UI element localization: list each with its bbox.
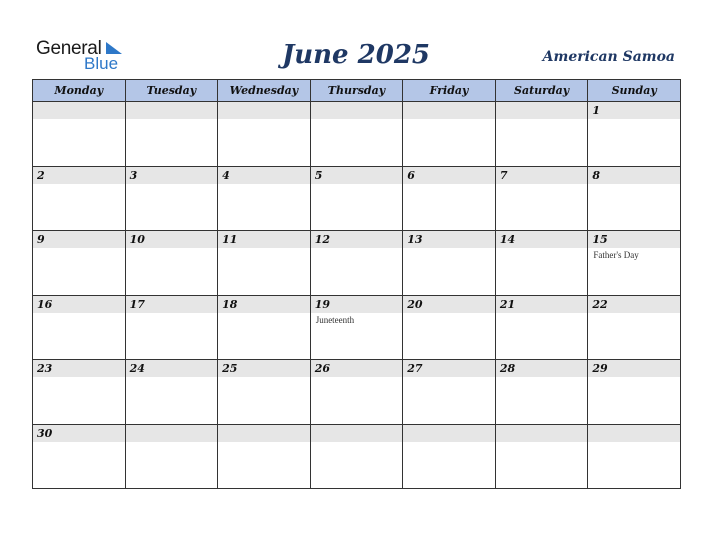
day-cell xyxy=(33,166,126,231)
day-number-band xyxy=(311,167,403,184)
day-number-band xyxy=(588,360,680,377)
day-number-band xyxy=(33,231,125,248)
day-number-band xyxy=(588,167,680,184)
week-row xyxy=(33,295,681,360)
day-number-band xyxy=(403,360,495,377)
day-number-band xyxy=(403,296,495,313)
day-number: 30 xyxy=(37,426,53,440)
day-number-band xyxy=(126,167,218,184)
day-number-band xyxy=(496,102,588,119)
day-number-band xyxy=(218,425,310,442)
day-cell xyxy=(310,424,403,489)
region-name: American Samoa xyxy=(542,49,675,65)
day-number-band xyxy=(126,296,218,313)
day-number: 15 xyxy=(592,233,608,246)
day-number-band xyxy=(218,167,310,184)
day-cell xyxy=(218,295,311,360)
day-cell xyxy=(310,295,403,360)
day-number: 12 xyxy=(314,233,330,246)
weekday-header: Monday xyxy=(33,80,126,102)
day-number: 10 xyxy=(129,233,145,246)
day-cell xyxy=(125,360,218,425)
day-number: 27 xyxy=(407,362,423,375)
day-number-band xyxy=(33,102,125,119)
holiday-label: Father's Day xyxy=(593,250,639,260)
day-cell xyxy=(125,424,218,489)
day-cell xyxy=(125,166,218,231)
day-number-band xyxy=(33,360,125,377)
day-number-band xyxy=(588,296,680,313)
day-number-band xyxy=(403,425,495,442)
day-cell xyxy=(588,424,681,489)
weekday-header: Saturday xyxy=(495,80,588,102)
day-number: 25 xyxy=(222,362,238,375)
day-cell xyxy=(125,295,218,360)
day-number-band xyxy=(126,425,218,442)
day-cell xyxy=(33,424,126,489)
day-number: 24 xyxy=(129,362,145,375)
day-cell xyxy=(310,166,403,231)
day-cell xyxy=(495,102,588,167)
day-number-band xyxy=(588,231,680,248)
day-number: 17 xyxy=(129,297,145,311)
week-row xyxy=(33,102,681,167)
day-number: 26 xyxy=(314,362,330,375)
day-number: 5 xyxy=(314,168,323,182)
day-cell xyxy=(33,231,126,296)
day-cell xyxy=(403,166,496,231)
day-number-band xyxy=(496,425,588,442)
day-number-band xyxy=(311,425,403,442)
day-cell xyxy=(125,102,218,167)
day-number-band xyxy=(33,167,125,184)
day-number-band xyxy=(33,296,125,313)
day-cell xyxy=(33,295,126,360)
day-number: 13 xyxy=(407,233,423,246)
week-row xyxy=(33,231,681,296)
day-cell xyxy=(403,231,496,296)
day-number: 6 xyxy=(407,168,415,182)
logo-blue-text: Blue xyxy=(84,54,119,73)
day-number-band xyxy=(496,360,588,377)
day-cell xyxy=(218,102,311,167)
day-number: 14 xyxy=(499,233,516,246)
day-number: 19 xyxy=(314,297,330,311)
day-cell xyxy=(33,102,126,167)
day-number: 11 xyxy=(222,233,238,246)
day-cell xyxy=(403,424,496,489)
day-number: 23 xyxy=(37,362,53,375)
day-cell xyxy=(403,102,496,167)
day-number-band xyxy=(218,360,310,377)
day-cell xyxy=(218,424,311,489)
weekday-header-row xyxy=(33,80,681,102)
day-cell xyxy=(495,231,588,296)
weekday-header: Tuesday xyxy=(125,80,218,102)
weekday-header: Friday xyxy=(403,80,496,102)
calendar-grid xyxy=(32,79,681,489)
day-number: 29 xyxy=(592,362,608,375)
day-number-band xyxy=(588,425,680,442)
day-number-band xyxy=(588,102,680,119)
day-number: 2 xyxy=(37,168,45,182)
day-number: 22 xyxy=(592,297,608,311)
day-number-band xyxy=(403,102,495,119)
day-number: 3 xyxy=(129,168,138,182)
calendar-body xyxy=(33,102,681,489)
day-cell xyxy=(495,424,588,489)
day-cell xyxy=(218,231,311,296)
day-cell xyxy=(33,360,126,425)
day-cell xyxy=(588,102,681,167)
day-number: 18 xyxy=(222,297,238,311)
day-number-band xyxy=(218,296,310,313)
day-number-band xyxy=(126,360,218,377)
day-cell xyxy=(588,231,681,296)
calendar-title: June 2025 xyxy=(281,40,431,70)
week-row xyxy=(33,360,681,425)
day-cell xyxy=(218,166,311,231)
day-number-band xyxy=(311,360,403,377)
day-number: 7 xyxy=(499,168,508,182)
day-number-band xyxy=(311,231,403,248)
day-number-band xyxy=(126,102,218,119)
day-number-band xyxy=(496,167,588,184)
day-cell xyxy=(588,360,681,425)
day-number-band xyxy=(403,167,495,184)
day-cell xyxy=(125,231,218,296)
day-cell xyxy=(310,360,403,425)
day-number-band xyxy=(496,231,588,248)
day-number-band xyxy=(403,231,495,248)
day-number: 16 xyxy=(37,297,53,311)
day-number: 8 xyxy=(592,168,601,182)
week-row xyxy=(33,166,681,231)
day-number: 1 xyxy=(592,104,601,117)
logo-general-text: General xyxy=(36,38,102,59)
day-cell xyxy=(588,295,681,360)
day-number-band xyxy=(311,296,403,313)
day-cell xyxy=(495,360,588,425)
day-number-band xyxy=(496,296,588,313)
day-cell xyxy=(495,166,588,231)
day-cell xyxy=(218,360,311,425)
day-number-band xyxy=(218,231,310,248)
holiday-label: Juneteenth xyxy=(315,314,355,325)
day-number: 4 xyxy=(222,168,230,182)
day-number: 9 xyxy=(37,233,45,246)
weekday-header: Sunday xyxy=(588,80,681,102)
weekday-header: Wednesday xyxy=(218,80,311,102)
day-cell xyxy=(495,295,588,360)
day-number: 21 xyxy=(499,297,516,311)
day-cell xyxy=(403,295,496,360)
day-cell xyxy=(310,102,403,167)
weekday-header: Thursday xyxy=(310,80,403,102)
day-number-band xyxy=(33,425,125,442)
day-number-band xyxy=(218,102,310,119)
day-number-band xyxy=(126,231,218,248)
day-cell xyxy=(588,166,681,231)
week-row xyxy=(33,424,681,489)
day-cell xyxy=(310,231,403,296)
day-number: 20 xyxy=(407,297,423,311)
day-number: 28 xyxy=(499,362,516,375)
day-cell xyxy=(403,360,496,425)
day-number-band xyxy=(311,102,403,119)
